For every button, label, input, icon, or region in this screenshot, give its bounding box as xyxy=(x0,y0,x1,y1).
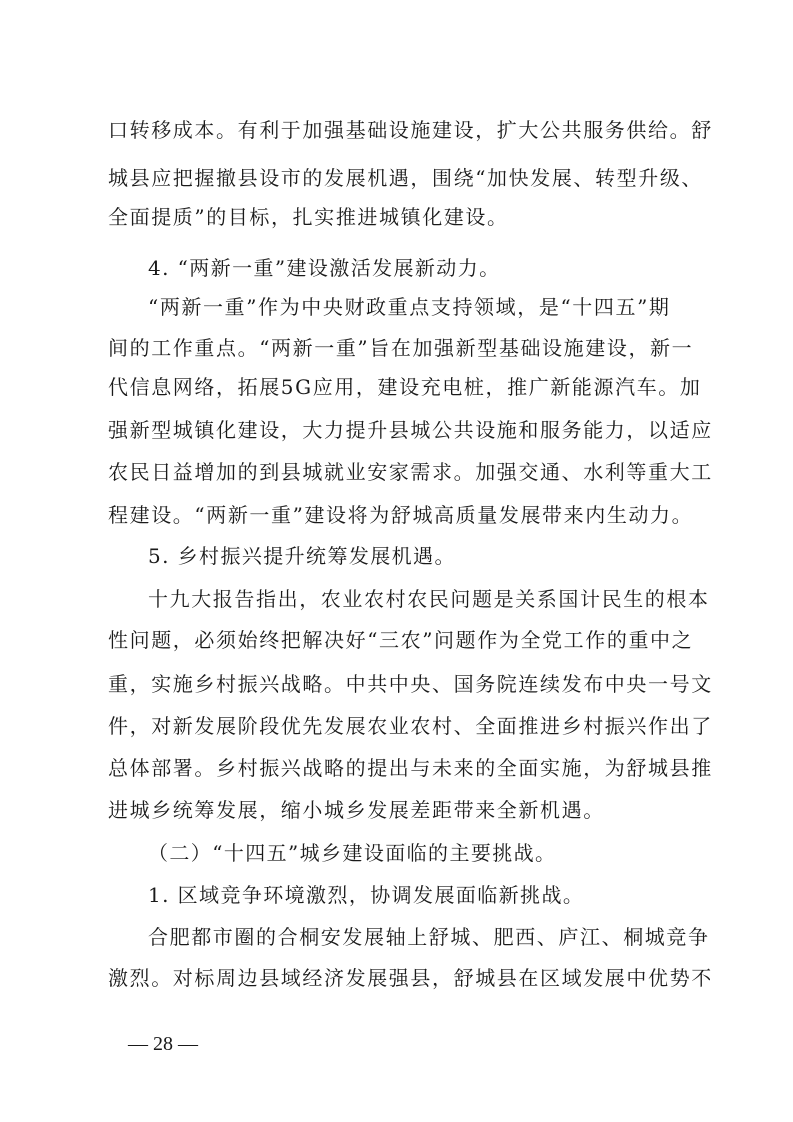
body-text-line: 强新型城镇化建设，大力提升县城公共设施和服务能力，以适应 xyxy=(108,418,713,442)
body-text-line: 激烈。对标周边县域经济发展强县，舒城县在区域发展中优势不 xyxy=(108,966,713,990)
body-text-line: 进城乡统筹发展，缩小城乡发展差距带来全新机遇。 xyxy=(108,798,605,822)
body-text-line: 口转移成本。有利于加强基础设施建设，扩大公共服务供给。舒 xyxy=(108,118,713,142)
body-text-line: “两新一重”作为中央财政重点支持领域，是“十四五”期 xyxy=(148,295,671,319)
body-text-line: 重，实施乡村振兴战略。中共中央、国务院连续发布中央一号文 xyxy=(108,672,713,696)
body-text-line: 程建设。“两新一重”建设将为舒城高质量发展带来内生动力。 xyxy=(108,503,694,527)
page-number: — 28 — xyxy=(128,1033,198,1055)
section-heading-4: 4. “两新一重”建设激活发展新动力。 xyxy=(148,256,501,280)
body-text-line: 农民日益增加的到县城就业安家需求。加强交通、水利等重大工 xyxy=(108,460,713,484)
body-text-line: 总体部署。乡村振兴战略的提出与未来的全面实施，为舒城县推 xyxy=(108,756,713,780)
body-text-line: 间的工作重点。“两新一重”旨在加强新型基础设施建设，新一 xyxy=(108,336,694,360)
section-heading-1: 1. 区域竞争环境激烈，协调发展面临新挑战。 xyxy=(148,883,585,907)
body-text-line: 性问题，必须始终把解决好“三农”问题作为全党工作的重中之 xyxy=(108,628,694,652)
section-heading-2: （二）“十四五”城乡建设面临的主要挑战。 xyxy=(148,841,557,865)
section-heading-5: 5. 乡村振兴提升统筹发展机遇。 xyxy=(148,544,456,568)
body-text-line: 合肥都市圈的合桐安发展轴上舒城、肥西、庐江、桐城竞争 xyxy=(148,925,710,949)
body-text-line: 代信息网络，拓展5G应用，建设充电桩，推广新能源汽车。加 xyxy=(108,375,702,399)
body-text-line: 十九大报告指出，农业农村农民问题是关系国计民生的根本 xyxy=(148,587,710,611)
body-text-line: 城县应把握撤县设市的发展机遇，围绕“加快发展、转型升级、 xyxy=(108,166,704,190)
body-text-line: 全面提质”的目标，扎实推进城镇化建设。 xyxy=(108,205,509,229)
body-text-line: 件，对新发展阶段优先发展农业农村、全面推进乡村振兴作出了 xyxy=(108,714,713,738)
